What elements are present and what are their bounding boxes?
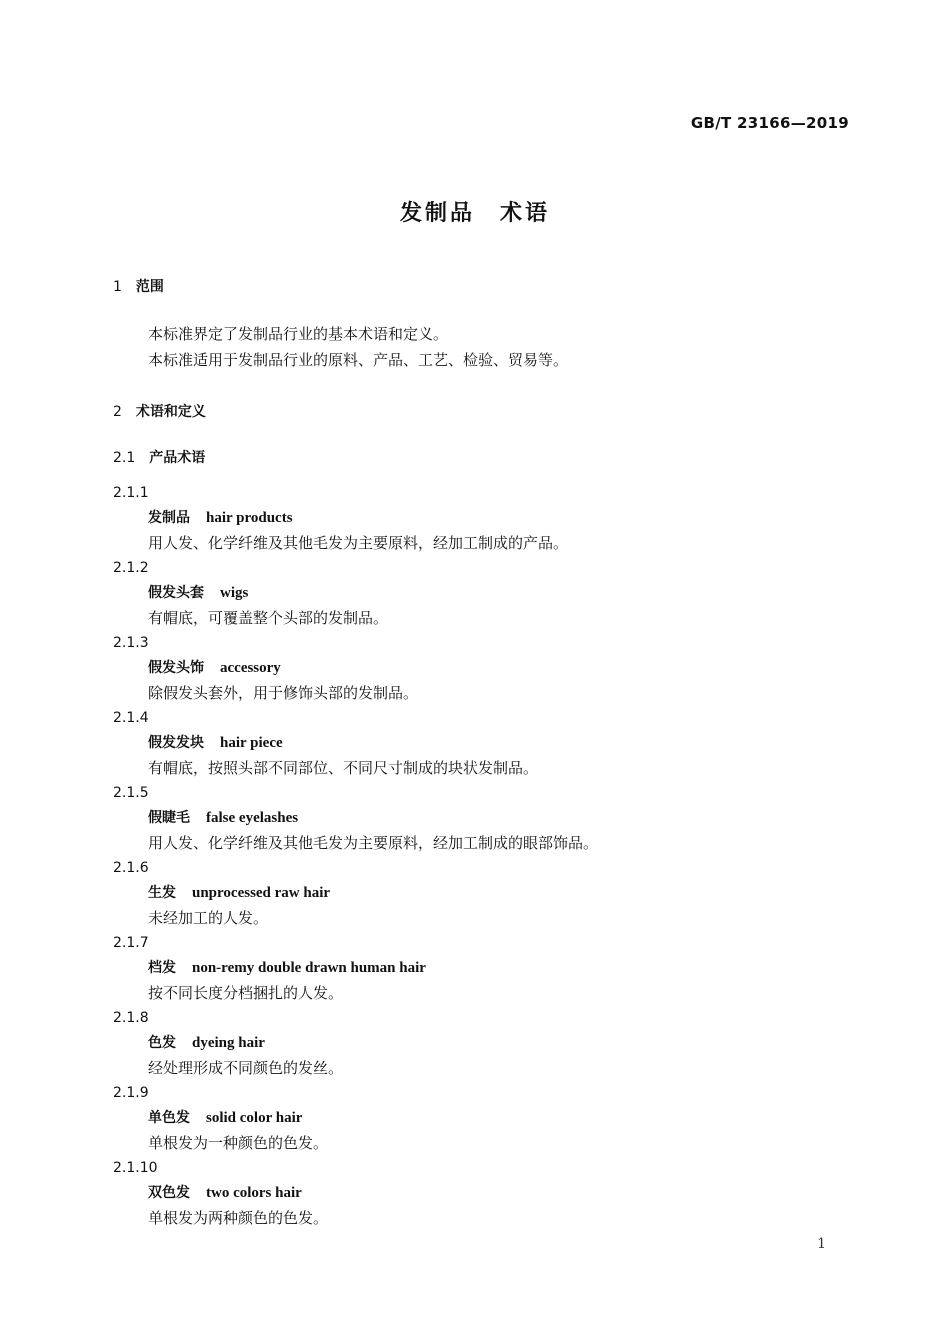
term-english: solid color hair (206, 1110, 303, 1126)
term-english: two colors hair (206, 1185, 302, 1201)
term-chinese: 生发 (148, 885, 176, 901)
term-definition: 用人发、化学纤维及其他毛发为主要原料，经加工制成的产品。 (148, 534, 569, 552)
term-chinese: 档发 (148, 960, 176, 976)
term-name (113, 1106, 853, 1131)
term-name (113, 806, 853, 831)
section-2-title: 术语和定义 (135, 404, 206, 420)
standard-code: GB/T 23166—2019 (690, 114, 849, 132)
term-name (113, 581, 853, 606)
term-chinese: 假发发块 (148, 735, 204, 751)
term-definition: 有帽底，按照头部不同部位、不同尺寸制成的块状发制品。 (148, 759, 539, 777)
term-number: 2.1.3 (113, 635, 149, 651)
term-chinese: 发制品 (148, 510, 190, 526)
term-number: 2.1.8 (113, 1010, 149, 1026)
section-2-number: 2 (113, 404, 122, 420)
term-number: 2.1.9 (113, 1085, 149, 1101)
term-number: 2.1.6 (113, 860, 149, 876)
term-number: 2.1.5 (113, 785, 149, 801)
term-chinese: 色发 (148, 1035, 176, 1051)
page-number: 1 (817, 1236, 826, 1252)
term-entry (113, 481, 853, 556)
term-chinese: 假发头套 (148, 585, 204, 601)
term-definition: 按不同长度分档捆扎的人发。 (148, 984, 344, 1002)
term-entry (113, 1081, 853, 1156)
term-definition: 有帽底，可覆盖整个头部的发制品。 (148, 609, 389, 627)
term-chinese: 单色发 (148, 1110, 190, 1126)
term-entry (113, 931, 853, 1006)
term-number: 2.1.4 (113, 710, 149, 726)
term-name (113, 506, 853, 531)
term-chinese: 假发头饰 (148, 660, 204, 676)
term-name (113, 956, 853, 981)
term-number: 2.1.2 (113, 560, 149, 576)
document-title: 发制品 术语 (399, 201, 550, 226)
term-number: 2.1.7 (113, 935, 149, 951)
term-entry (113, 631, 853, 706)
term-english: unprocessed raw hair (192, 885, 331, 901)
term-entry (113, 781, 853, 856)
term-number: 2.1.1 (113, 485, 149, 501)
term-entry (113, 1006, 853, 1081)
term-entry (113, 706, 853, 781)
section-1-number: 1 (113, 279, 122, 295)
subsection-2-1-number: 2.1 (113, 450, 136, 466)
term-english: non-remy double drawn human hair (192, 960, 426, 976)
term-english: dyeing hair (192, 1035, 265, 1051)
scope-paragraph-1: 本标准界定了发制品行业的基本术语和定义。 (148, 325, 449, 343)
term-definition: 单根发为两种颜色的色发。 (148, 1209, 329, 1227)
term-name (113, 656, 853, 681)
term-english: hair products (206, 510, 293, 526)
term-english: wigs (220, 585, 249, 601)
section-1-heading (113, 276, 164, 296)
scope-paragraph-2: 本标准适用于发制品行业的原料、产品、工艺、检验、贸易等。 (148, 351, 569, 369)
term-name (113, 881, 853, 906)
term-english: accessory (220, 660, 281, 676)
term-definition: 经处理形成不同颜色的发丝。 (148, 1059, 344, 1077)
term-definition: 除假发头套外，用于修饰头部的发制品。 (148, 684, 419, 702)
term-definition: 用人发、化学纤维及其他毛发为主要原料，经加工制成的眼部饰品。 (148, 834, 599, 852)
term-list (113, 481, 853, 1231)
term-entry (113, 556, 853, 631)
term-definition: 单根发为一种颜色的色发。 (148, 1134, 329, 1152)
subsection-2-1-heading (113, 447, 205, 467)
term-entry (113, 856, 853, 931)
subsection-2-1-title: 产品术语 (149, 450, 206, 466)
term-name (113, 731, 853, 756)
term-name (113, 1031, 853, 1056)
term-chinese: 假睫毛 (148, 810, 190, 826)
term-chinese: 双色发 (148, 1185, 190, 1201)
term-name (113, 1181, 853, 1206)
term-definition: 未经加工的人发。 (148, 909, 269, 927)
section-2-heading (113, 401, 206, 421)
term-english: hair piece (220, 735, 283, 751)
term-entry (113, 1156, 853, 1231)
section-1-title: 范围 (135, 279, 164, 295)
term-english: false eyelashes (206, 810, 299, 826)
term-number: 2.1.10 (113, 1160, 158, 1176)
